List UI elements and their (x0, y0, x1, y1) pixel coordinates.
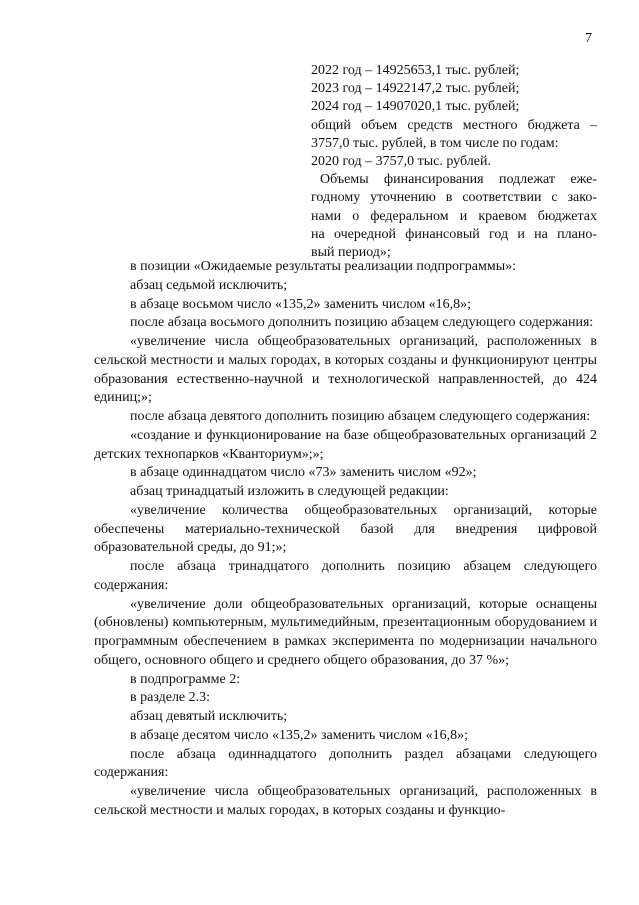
line-2020: 2020 год – 3757,0 тыс. рублей. (311, 154, 491, 170)
paragraph-10: «увеличение количества общеобразовательных организаций, которые обеспечены материально-технической базой для внедрения цифровой образовательной среды, до 91;»; (94, 502, 597, 556)
paragraph-11: после абзаца тринадцатого дополнить позицию абзацем следующего содержания: (94, 559, 597, 593)
paragraph-17: после абзаца одиннадцатого дополнить раздел абзацами следующего содержания: (94, 746, 597, 781)
paragraph-4: после абзаца восьмого дополнить позицию абзацем следующего содержания: (130, 315, 594, 331)
paragraph-15: абзац девятый исключить; (130, 709, 288, 724)
line-local-budget: общий объем средств местного бюджета – (311, 117, 597, 133)
line-financing-note-5: вый период»; (311, 245, 391, 261)
line-financing-note-3: нами о федеральном и краевом бюджетах (311, 208, 597, 224)
paragraph-6: после абзаца девятого дополнить позицию абзацем следующего содержания: (130, 409, 591, 424)
paragraph-18: «увеличение числа общеобразовательных организаций, расположенных в сельской местности и малых городах, в которых созданы и функцио- (94, 784, 597, 818)
paragraph-9: абзац тринадцатый изложить в следующей редакции: (130, 484, 449, 499)
line-financing-note-2: годному уточнению в соответствии с зако- (311, 190, 597, 206)
line-local-budget-cont: 3757,0 тыс. рублей, в том числе по годам: (311, 135, 559, 151)
paragraph-16: в абзаце десятом число «135,2» заменить числом «16,8»; (130, 727, 469, 743)
paragraph-5: «увеличение числа общеобразовательных организаций, расположенных в сельской местности и малых городах, в которых созданы и функционируют центры образования естественно-научной и технологической направленностей, до 424 единиц;»; (94, 334, 597, 406)
line-2023: 2023 год – 14922147,2 тыс. рублей; (311, 81, 520, 97)
line-2022: 2022 год – 14925653,1 тыс. рублей; (311, 63, 520, 78)
paragraph-3: в абзаце восьмом число «135,2» заменить числом «16,8»; (130, 296, 472, 312)
paragraph-2: абзац седьмой исключить; (130, 277, 288, 293)
line-financing-note-4: на очередной финансовый год и на плано- (311, 226, 597, 242)
page-number: 7 (585, 31, 592, 46)
amendments-text (94, 258, 597, 821)
line-2024: 2024 год – 14907020,1 тыс. рублей; (311, 99, 520, 115)
paragraph-8: в абзаце одиннадцатом число «73» заменить числом «92»; (130, 465, 477, 481)
paragraph-14: в разделе 2.3: (130, 690, 211, 706)
paragraph-12: «увеличение доли общеобразовательных организаций, которые оснащены (обновлены) компьютерным, мультимедийным, презентационным оборудованием и программным обеспечением в рамках эксперимента по модернизации начального общего, основного общего и среднего общего образования, до 37 %»; (94, 596, 597, 668)
paragraph-1: в позиции «Ожидаемые результаты реализации подпрограммы»: (130, 259, 517, 274)
paragraph-7: «создание и функционирование на базе общеобразовательных организаций 2 детских технопарков «Кванториум»;»; (94, 427, 597, 462)
paragraph-13: в подпрограмме 2: (130, 671, 241, 687)
financing-volume-column (311, 62, 597, 262)
line-financing-note-1: Объемы финансирования подлежат еже- (320, 172, 597, 188)
